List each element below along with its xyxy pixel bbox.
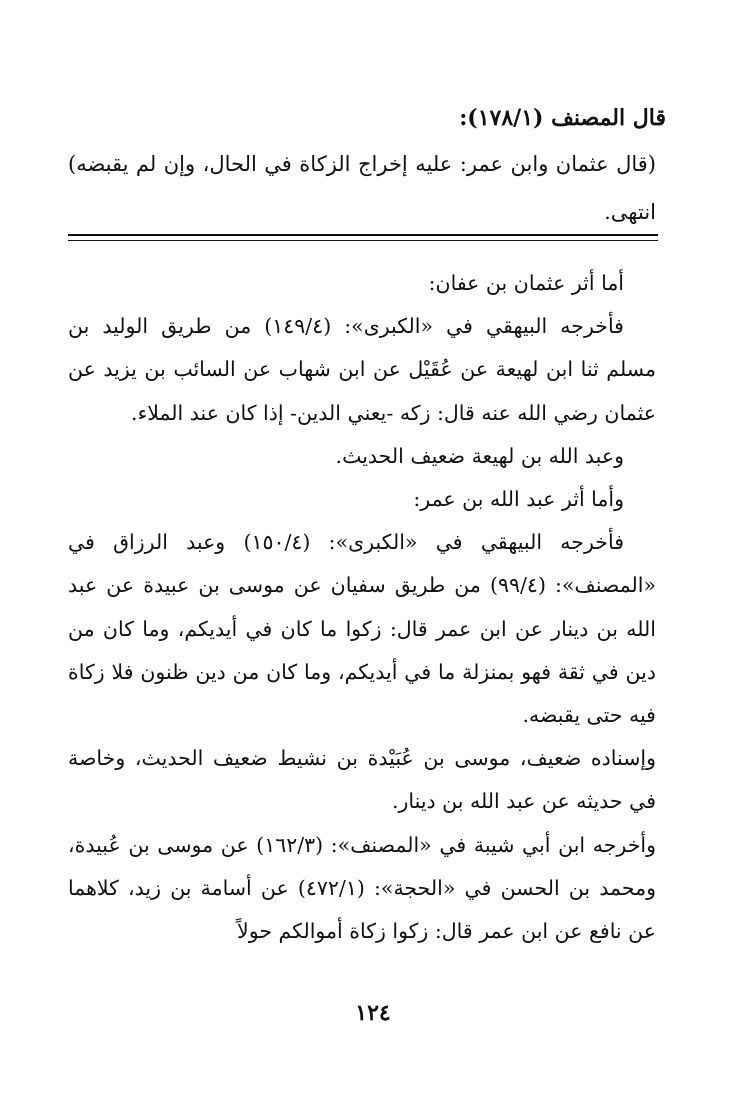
page-number: ١٢٤	[355, 1000, 391, 1026]
separator-rule-thin	[68, 240, 658, 241]
paragraph: وأخرجه ابن أبي شيبة في «المصنف»: (١٦٢/٣) عن موسى بن عُبيدة، ومحمد بن الحسن في «الحجة»: (٤٧٢/١) عن أسامة بن زيد، كلاهما عن نافع عن ابن عمر قال: زكوا زكاة أموالكم حولاً	[68, 832, 656, 944]
paragraph: وأما أثر عبد الله بن عمر:	[413, 487, 624, 512]
commentary-body	[68, 262, 656, 953]
separator-rule	[68, 234, 658, 236]
paragraph: فأخرجه البيهقي في «الكبرى»: (١٤٩/٤) من طريق الوليد بن مسلم ثنا ابن لهيعة عن عُقَيْل عن ابن شهاب عن السائب بن يزيد عن عثمان رضي الله عنه قال: زكه -يعني الدين- إذا كان عند الملاء.	[68, 314, 656, 425]
paragraph: وإسناده ضعيف، موسى بن عُبَيْدة بن نشيط ضعيف الحديث، وخاصة في حديثه عن عبد الله بن دينار.	[68, 746, 656, 814]
paragraph: وعبد الله بن لهيعة ضعيف الحديث.	[335, 443, 624, 468]
paragraph: أما أثر عثمان بن عفان:	[428, 271, 624, 295]
section-heading: قال المصنف (١٧٨/١):	[459, 105, 666, 131]
paragraph: فأخرجه البيهقي في «الكبرى»: (١٥٠/٤) وعبد الرزاق في «المصنف»: (٩٩/٤) من طريق سفيان عن موسى بن عبيدة عن عبد الله بن دينار عن ابن عمر قال: زكوا ما كان في أيديكم، وما كان من دين في ثقة فهو بمنزلة ما في أيديكم، وما كان من دين ظنون فلا زكاة فيه حتى يقبضه.	[68, 530, 657, 728]
quoted-text: (قال عثمان وابن عمر: عليه إخراج الزكاة في الحال، وإن لم يقبضه) انتهى.	[68, 152, 656, 224]
